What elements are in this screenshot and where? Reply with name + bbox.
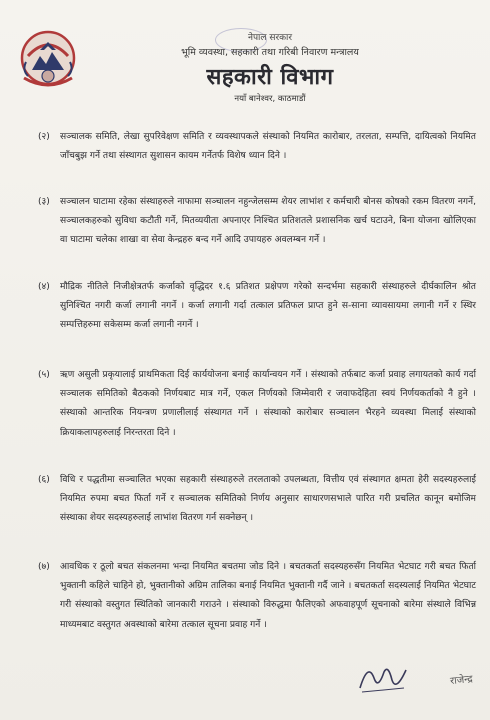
item-text: सञ्चालन घाटामा रहेका संस्थाहरुले नाफामा सञ्चालन नहुन्जेलसम्म शेयर लाभांश र कर्मचारी बोनस कोषको रकम वितरण नगर्ने, सञ्चालकहरुको सुविधा कटौती गर्ने, मितव्ययीता अपनाएर निश्चित प्रतिशतले प्रशासनिक खर्च घटाउने, बिना योजना खोलिएका वा घाटामा चलेका शाखा वा सेवा केन्द्रहरु बन्द गर्ने आदि उपायहरु अवलम्बन गर्ने ।	[60, 197, 476, 246]
item-number: (४)	[38, 282, 50, 292]
item-text: सञ्चालक समिति, लेखा सुपरिवेक्षण समिति र व्यवस्थापकले संस्थाको नियमित कारोबार, तरलता, सम्पत्ति, दायित्वको नियमित जाँचबुझ गर्ने तथा संस्थागत सुशासन कायम गर्नेतर्फ विशेष ध्यान दिने ।	[60, 132, 476, 162]
item-text: आवधिक र ठूलो बचत संकलनमा भन्दा नियमित बचतमा जोड दिने । बचतकर्ता सदस्यहरुसँग नियमित भेटघाट गरी बचत फिर्ता भुक्तानी कहिले चाहिने हो, भुक्तानीको अग्रिम तालिका बनाई नियमित भुक्तानी गर्दै जाने । बचतकर्ता सदस्यलाई नियमित भेटघाट गरी संस्थाको वस्तुगत स्थितिको जानकारी गराउने । संस्थाको विरुद्धमा फैलिएको अफवाहपूर्ण सूचनाको बारेमा संस्थाले विभिन्न माध्यमबाट वस्तुगत अवस्थाको बारेमा तत्काल सूचना प्रवाह गर्ने ।	[60, 562, 476, 630]
ministry-name: भूमि व्यवस्था, सहकारी तथा गरिबी निवारण मन्त्रालय	[181, 47, 359, 58]
item-number: (३)	[38, 197, 50, 207]
letterhead	[80, 30, 460, 104]
item-text: मौद्रिक नीतिले निजीक्षेत्रतर्फ कर्जाको वृद्धिदर १.६ प्रतिशत प्रक्षेपण गरेको सन्दर्भमा सहकारी संस्थाहरुले दीर्घकालिन श्रोत सुनिश्चित नगरी कर्जा लगानी नगर्ने । कर्जा लगानी गर्दा तत्काल प्रतिफल प्राप्त हुने स-साना व्यावसायमा लगानी गर्ने र स्थिर सम्पत्तिहरुमा सकेसम्म कर्जा लगानी नगर्ने ।	[60, 282, 476, 331]
signature-mark	[354, 658, 414, 698]
list-item	[38, 558, 476, 635]
department-title: सहकारी विभाग	[206, 64, 334, 90]
item-number: (७)	[38, 562, 50, 572]
item-text: ऋण असुली प्रकृयालाई प्राथमिकता दिई कार्ययोजना बनाई कार्यान्वयन गर्ने । संस्थाको तर्फबाट कर्जा प्रवाह लगायतको कार्य गर्दा सञ्चालक समितिको बैठकको निर्णयबाट मात्र गर्ने, एकल निर्णयको जिम्मेवारी र जवाफदेहिता स्वयं निर्णयकर्ताको नै हुने । संस्थाको आन्तरिक नियन्त्रण प्रणालीलाई संस्थागत गर्ने । संस्थाको कारोबार सञ्चालन भैरहने व्यवस्था मिलाई संस्थाको क्रियाकलापहरुलाई निरन्तरता दिने ।	[60, 370, 476, 438]
item-number: (६)	[38, 475, 50, 485]
government-name: नेपाल सरकार	[247, 33, 293, 43]
item-number: (५)	[38, 370, 50, 380]
list-item	[38, 128, 476, 166]
list-item	[38, 366, 476, 443]
list-item	[38, 193, 476, 251]
item-text: विधि र पद्धतीमा सञ्चालित भएका सहकारी संस्थाहरुले तरलताको उपलब्धता, वित्तीय एवं संस्थागत क्षमता हेरी सदस्यहरुलाई नियमित रुपमा बचत फिर्ता गर्ने र सञ्चालक समितिको निर्णय अनुसार साधारणसभाले पारित गरी प्रचलित कानून बमोजिम संस्थाका शेयर सदस्यहरुलाई लाभांश वितरण गर्न सक्नेछन् ।	[60, 475, 476, 524]
list-item	[38, 471, 476, 529]
item-number: (२)	[38, 132, 50, 142]
signatory-name: राजेन्द्र	[449, 673, 473, 688]
office-address: नयाँ बानेश्वर, काठमाडौं	[234, 94, 306, 104]
nepal-government-emblem-icon	[18, 26, 78, 92]
list-item	[38, 278, 476, 336]
